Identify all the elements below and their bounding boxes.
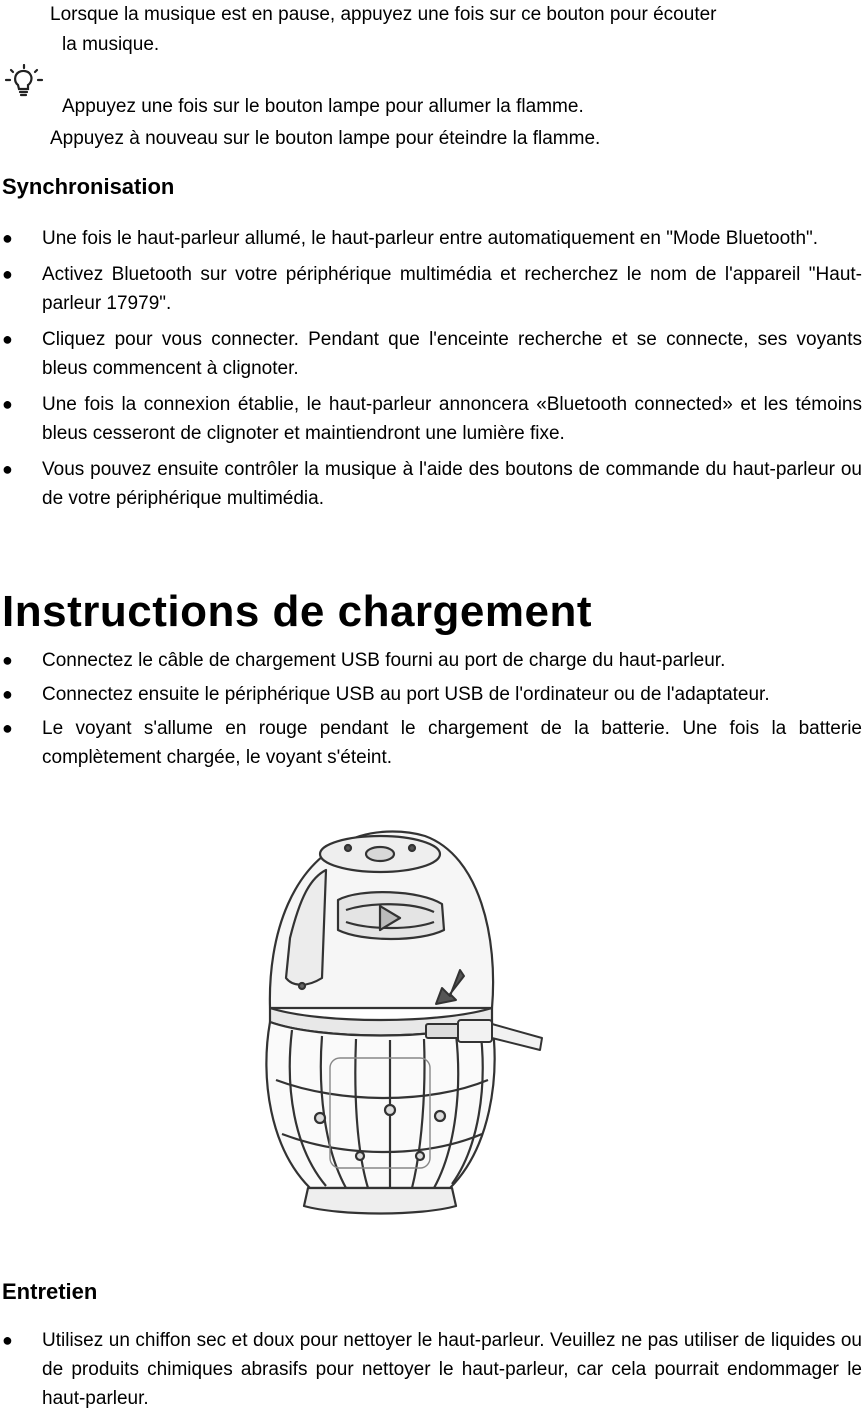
bullet-dot-icon: ● <box>2 718 13 738</box>
sync-heading: Synchronisation <box>2 174 175 199</box>
list-item <box>0 680 864 709</box>
bullet-dot-icon: ● <box>2 329 13 349</box>
list-item <box>0 1326 864 1413</box>
lightbulb-icon <box>4 64 44 102</box>
list-item <box>0 260 864 318</box>
intro-line-1: Lorsque la musique est en pause, appuyez une fois sur ce bouton pour écouter <box>50 4 717 25</box>
list-item <box>0 714 864 772</box>
charging-heading: Instructions de chargement <box>2 587 593 636</box>
bullet-dot-icon: ● <box>2 684 13 704</box>
maintenance-list <box>0 1326 864 1413</box>
bullet-dot-icon: ● <box>2 1330 13 1350</box>
list-item-text: Cliquez pour vous connecter. Pendant que l'enceinte recherche et se connecte, ses voyants bleus commencent à clignoter. <box>42 329 862 379</box>
bullet-dot-icon: ● <box>2 650 13 670</box>
list-item-text: Une fois la connexion établie, le haut-parleur annoncera «Bluetooth connected» et les témoins bleus cesseront de clignoter et maintiendront une lumière fixe. <box>42 394 862 444</box>
maintenance-heading: Entretien <box>2 1279 98 1304</box>
list-item-text: Connectez le câble de chargement USB fourni au port de charge du haut-parleur. <box>42 650 726 671</box>
charging-list <box>0 646 864 772</box>
bullet-dot-icon: ● <box>2 459 13 479</box>
list-item-text: Vous pouvez ensuite contrôler la musique à l'aide des boutons de commande du haut-parleur ou de votre périphérique multimédia. <box>42 459 862 509</box>
bullet-dot-icon: ● <box>2 228 13 248</box>
bullet-dot-icon: ● <box>2 264 13 284</box>
list-item <box>0 646 864 675</box>
list-item <box>0 390 864 448</box>
lamp-on-instruction: Appuyez une fois sur le bouton lampe pour allumer la flamme. <box>62 96 584 117</box>
lamp-off-instruction: Appuyez à nouveau sur le bouton lampe pour éteindre la flamme. <box>50 128 601 149</box>
sync-list <box>0 224 864 513</box>
speaker-charging-illustration <box>230 818 550 1248</box>
bullet-dot-icon: ● <box>2 394 13 414</box>
list-item-text: Connectez ensuite le périphérique USB au port USB de l'ordinateur ou de l'adaptateur. <box>42 684 770 705</box>
list-item <box>0 455 864 513</box>
list-item-text: Une fois le haut-parleur allumé, le haut-parleur entre automatiquement en "Mode Bluetooth". <box>42 228 819 249</box>
list-item-text: Activez Bluetooth sur votre périphérique multimédia et recherchez le nom de l'appareil "Haut-parleur 17979". <box>42 264 862 314</box>
list-item <box>0 325 864 383</box>
list-item <box>0 224 864 253</box>
list-item-text: Le voyant s'allume en rouge pendant le chargement de la batterie. Une fois la batterie complètement chargée, le voyant s'éteint. <box>42 718 862 768</box>
list-item-text: Utilisez un chiffon sec et doux pour nettoyer le haut-parleur. Veuillez ne pas utiliser de liquides ou de produits chimiques abrasifs pour nettoyer le haut-parleur, car cela pourrait endommager le haut-parleur. <box>42 1330 862 1409</box>
intro-line-2: la musique. <box>62 34 160 55</box>
